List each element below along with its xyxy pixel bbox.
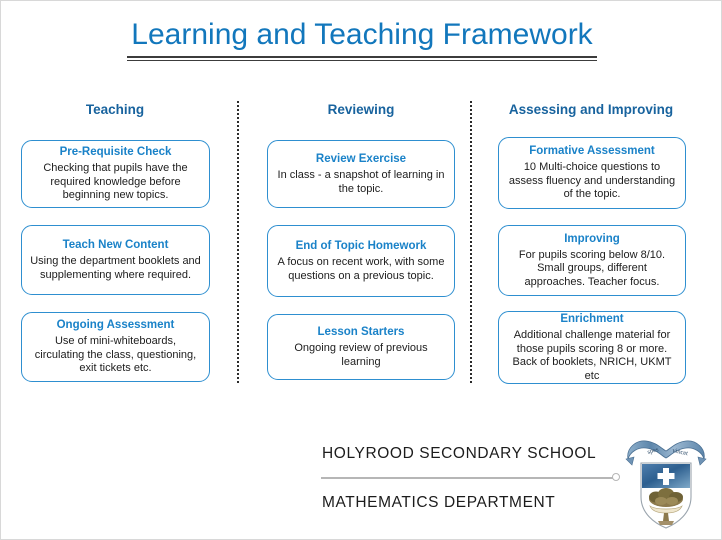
card-teach-new-content[interactable] bbox=[21, 225, 210, 295]
card-end-of-topic-homework[interactable] bbox=[267, 225, 455, 297]
card-ongoing-assessment[interactable] bbox=[21, 312, 210, 382]
card-title: End of Topic Homework bbox=[295, 240, 427, 252]
page-title bbox=[1, 17, 722, 58]
card-improving[interactable] bbox=[498, 225, 686, 296]
card-title: Ongoing Assessment bbox=[56, 319, 175, 332]
footer-school-name: HOLYROOD SECONDARY SCHOOL bbox=[322, 445, 597, 462]
card-title: Enrichment bbox=[560, 313, 624, 325]
card-title: Improving bbox=[564, 232, 620, 245]
card-body: Using the department booklets and supplementing where required. bbox=[30, 255, 201, 281]
card-body: In class - a snapshot of learning in the topic. bbox=[277, 169, 445, 195]
card-title: Review Exercise bbox=[315, 153, 407, 165]
card-body: Checking that pupils have the required knowledge before beginning new topics. bbox=[43, 162, 188, 202]
card-title: Formative Assessment bbox=[529, 145, 655, 158]
page-title-text: Learning and Teaching Framework bbox=[127, 17, 596, 58]
card-body: For pupils scoring below 8/10. Small groups, different approaches. Teacher focus. bbox=[518, 248, 666, 288]
footer-divider-endpoint bbox=[612, 473, 620, 481]
card-formative-assessment[interactable] bbox=[498, 137, 686, 209]
column-divider-2 bbox=[470, 101, 474, 383]
column-header-reviewing: Reviewing bbox=[327, 102, 395, 117]
card-review-exercise[interactable] bbox=[267, 140, 455, 208]
card-body: Ongoing review of previous learning bbox=[294, 342, 428, 368]
column-header-teaching: Teaching bbox=[85, 102, 145, 117]
column-divider-1 bbox=[237, 101, 241, 383]
card-body: A focus on recent work, with some questions on a previous topic. bbox=[277, 256, 445, 282]
card-enrichment[interactable] bbox=[498, 311, 686, 384]
footer-divider-rule bbox=[321, 477, 617, 479]
card-body: Additional challenge material for those pupils scoring 8 or more. Back of booklets, NRICH, UKMT etc bbox=[512, 329, 672, 382]
card-body: Use of mini-whiteboards, circulating the class, questioning, exit tickets etc. bbox=[34, 335, 197, 375]
card-title: Pre-Requisite Check bbox=[59, 146, 172, 159]
svg-text:vincet: vincet bbox=[671, 447, 689, 458]
school-crest-icon bbox=[622, 435, 710, 535]
card-title: Teach New Content bbox=[62, 239, 169, 251]
card-title: Lesson Starters bbox=[317, 326, 405, 338]
column-header-assessing-and-improving: Assessing and Improving bbox=[508, 102, 674, 117]
footer bbox=[317, 441, 717, 536]
svg-text:spes: spes bbox=[646, 446, 660, 456]
card-pre-requisite-check[interactable] bbox=[21, 140, 210, 208]
card-body: 10 Multi-choice questions to assess fluency and understanding of the topic. bbox=[508, 161, 676, 201]
footer-department-name: MATHEMATICS DEPARTMENT bbox=[322, 494, 556, 511]
card-lesson-starters[interactable] bbox=[267, 314, 455, 380]
